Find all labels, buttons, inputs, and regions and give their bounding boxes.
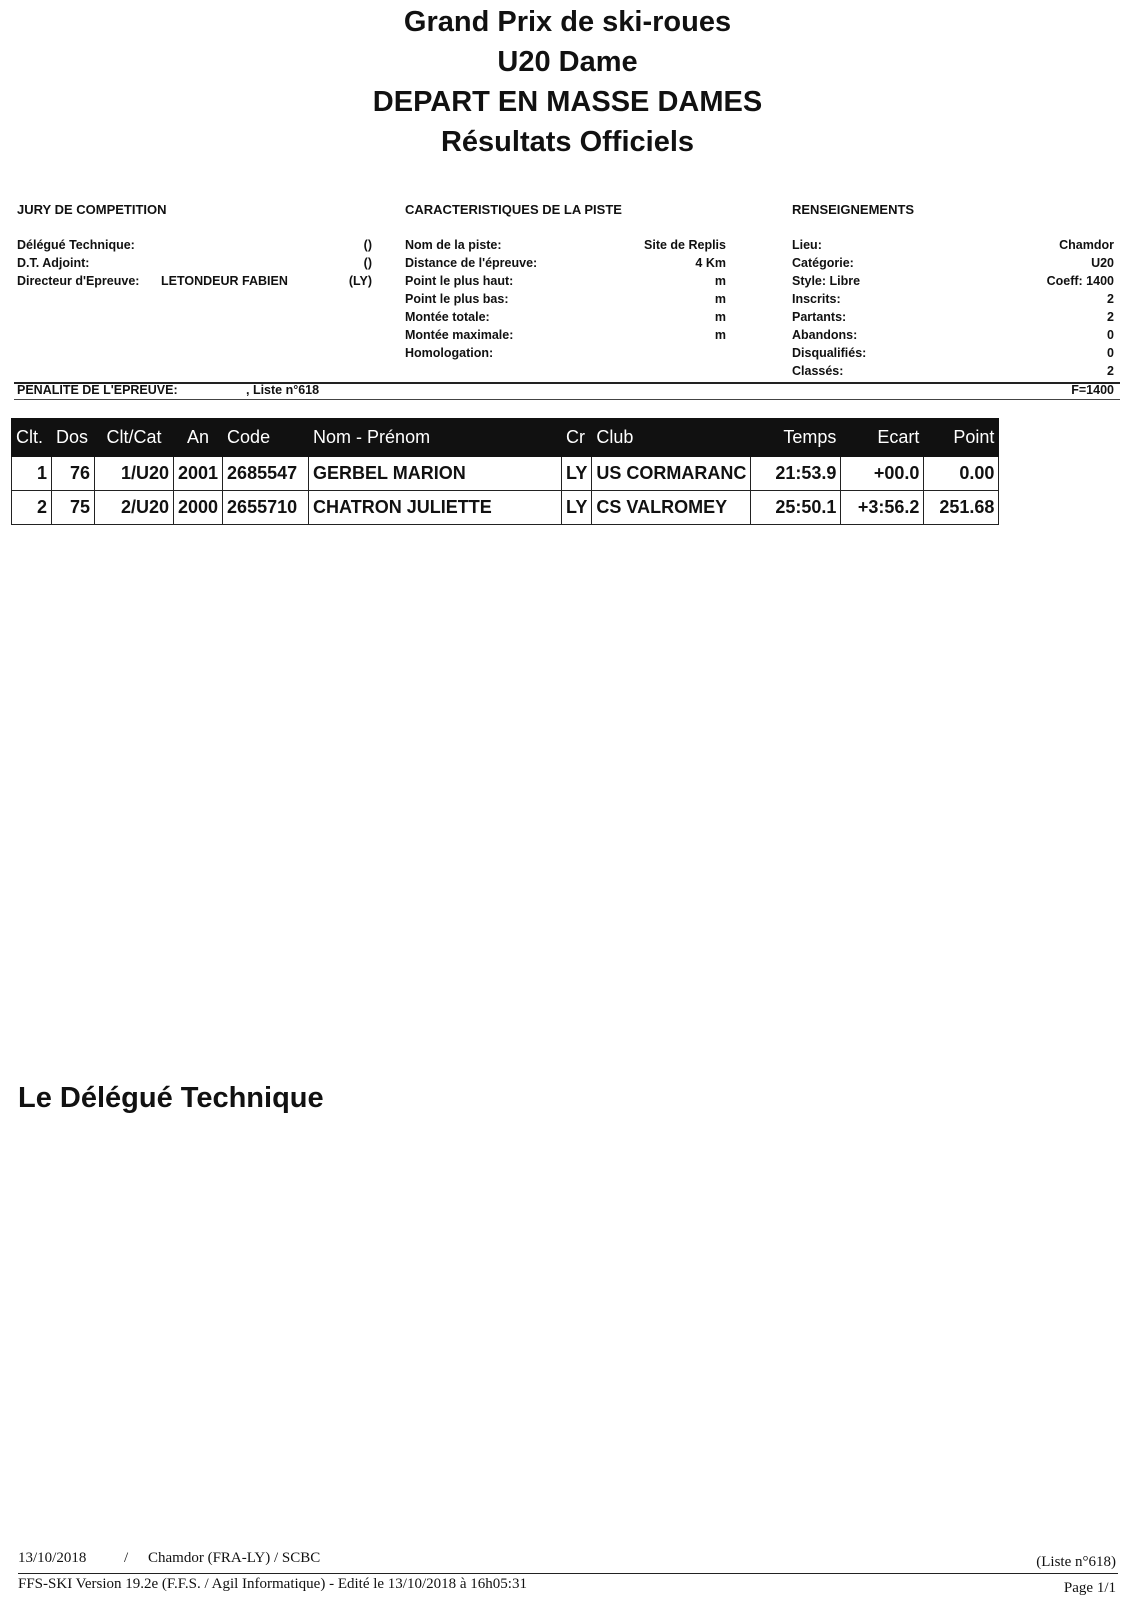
col-header-ecart: Ecart — [841, 419, 924, 457]
jury-label: Directeur d'Epreuve: — [17, 274, 140, 288]
penalty-bottom-divider — [14, 399, 1120, 400]
cell-code: 2655710 — [223, 491, 309, 525]
cell-clt: 2 — [12, 491, 52, 525]
piste-value: Site de Replis — [644, 238, 726, 252]
title-line-4: Résultats Officiels — [440, 126, 695, 158]
footer-version: FFS-SKI Version 19.2e (F.F.S. / Agil Informatique) - Edité le 13/10/2018 à 16h05:31 — [18, 1576, 527, 1592]
penalty-list: , Liste n°618 — [246, 383, 320, 397]
info-heading: RENSEIGNEMENTS — [792, 202, 915, 217]
cell-clt: 1 — [12, 457, 52, 491]
title-line-3: DEPART EN MASSE DAMES — [372, 86, 763, 118]
piste-heading: CARACTERISTIQUES DE LA PISTE — [405, 202, 622, 217]
piste-value: m — [714, 310, 726, 324]
table-header-row — [12, 419, 999, 457]
jury-code: (LY) — [348, 274, 372, 288]
cell-an: 2000 — [174, 491, 223, 525]
footer-date: 13/10/2018 — [18, 1550, 87, 1566]
cell-an: 2001 — [174, 457, 223, 491]
info-value: 0 — [1107, 346, 1114, 360]
col-header-cr: Cr — [562, 419, 592, 457]
info-label: Lieu: — [792, 238, 822, 252]
info-value: 2 — [1107, 292, 1114, 306]
footer-list: (Liste n°618) — [1036, 1554, 1116, 1570]
cell-dos: 76 — [52, 457, 95, 491]
piste-label: Nom de la piste: — [405, 238, 502, 252]
cell-dos: 75 — [52, 491, 95, 525]
info-label: Inscrits: — [792, 292, 841, 306]
piste-label: Point le plus haut: — [405, 274, 514, 288]
footer-separator: / — [124, 1550, 129, 1566]
cell-clt-cat: 2/U20 — [95, 491, 174, 525]
title-line-2: U20 Dame — [497, 46, 638, 78]
jury-code: () — [363, 238, 372, 252]
col-header-temps: Temps — [751, 419, 841, 457]
piste-label: Montée maximale: — [405, 328, 514, 342]
piste-value: m — [714, 274, 726, 288]
table-row — [12, 491, 999, 525]
info-value: Coeff: 1400 — [1046, 274, 1114, 288]
footer-page: Page 1/1 — [1063, 1580, 1116, 1596]
col-header-dos: Dos — [52, 419, 95, 457]
piste-label: Montée totale: — [405, 310, 490, 324]
cell-club: US CORMARANC — [592, 457, 751, 491]
table-row — [12, 457, 999, 491]
jury-label: Délégué Technique: — [17, 238, 135, 252]
info-label: Partants: — [792, 310, 847, 324]
info-value: 2 — [1107, 364, 1114, 378]
penalty-divider — [14, 382, 1120, 384]
col-header-name: Nom - Prénom — [309, 419, 562, 457]
footer-divider — [18, 1573, 1118, 1574]
penalty-label: PENALITE DE L'EPREUVE: — [17, 383, 178, 397]
info-label: Disqualifiés: — [792, 346, 867, 360]
info-label: Abandons: — [792, 328, 858, 342]
cell-name: CHATRON JULIETTE — [309, 491, 562, 525]
jury-heading: JURY DE COMPETITION — [17, 202, 167, 217]
info-value: 2 — [1107, 310, 1114, 324]
piste-value — [560, 344, 726, 362]
cell-ecart: +00.0 — [841, 457, 924, 491]
cell-point: 0.00 — [924, 457, 999, 491]
cell-ecart: +3:56.2 — [841, 491, 924, 525]
info-label: Style: Libre — [792, 274, 861, 288]
info-label: Classés: — [792, 364, 844, 378]
title-line-1: Grand Prix de ski-roues — [403, 6, 732, 38]
cell-clt-cat: 1/U20 — [95, 457, 174, 491]
piste-value: m — [714, 328, 726, 342]
jury-name: LETONDEUR FABIEN — [161, 274, 288, 288]
penalty-factor: F=1400 — [1071, 383, 1114, 397]
col-header-an: An — [174, 419, 223, 457]
col-header-clt: Clt. — [12, 419, 52, 457]
cell-code: 2685547 — [223, 457, 309, 491]
info-value: 0 — [1107, 328, 1114, 342]
piste-label: Distance de l'épreuve: — [405, 256, 538, 270]
document-title — [0, 2, 1135, 162]
col-header-point: Point — [924, 419, 999, 457]
info-label: Catégorie: — [792, 256, 854, 270]
jury-label: D.T. Adjoint: — [17, 256, 90, 270]
piste-label: Homologation: — [405, 346, 494, 360]
footer-location: Chamdor (FRA-LY) / SCBC — [148, 1550, 321, 1566]
info-value: U20 — [1091, 256, 1114, 270]
cell-club: CS VALROMEY — [592, 491, 751, 525]
col-header-club: Club — [592, 419, 751, 457]
piste-label: Point le plus bas: — [405, 292, 509, 306]
cell-temps: 25:50.1 — [751, 491, 841, 525]
results-table — [11, 418, 999, 525]
piste-value: 4 Km — [695, 256, 726, 270]
cell-point: 251.68 — [924, 491, 999, 525]
jury-code: () — [363, 256, 372, 270]
cell-name: GERBEL MARION — [309, 457, 562, 491]
piste-value: m — [714, 292, 726, 306]
cell-cr: LY — [562, 457, 592, 491]
signature-label: Le Délégué Technique — [18, 1082, 324, 1114]
col-header-clt-cat: Clt/Cat — [95, 419, 174, 457]
cell-temps: 21:53.9 — [751, 457, 841, 491]
col-header-code: Code — [223, 419, 309, 457]
cell-cr: LY — [562, 491, 592, 525]
info-value: Chamdor — [1059, 238, 1114, 252]
